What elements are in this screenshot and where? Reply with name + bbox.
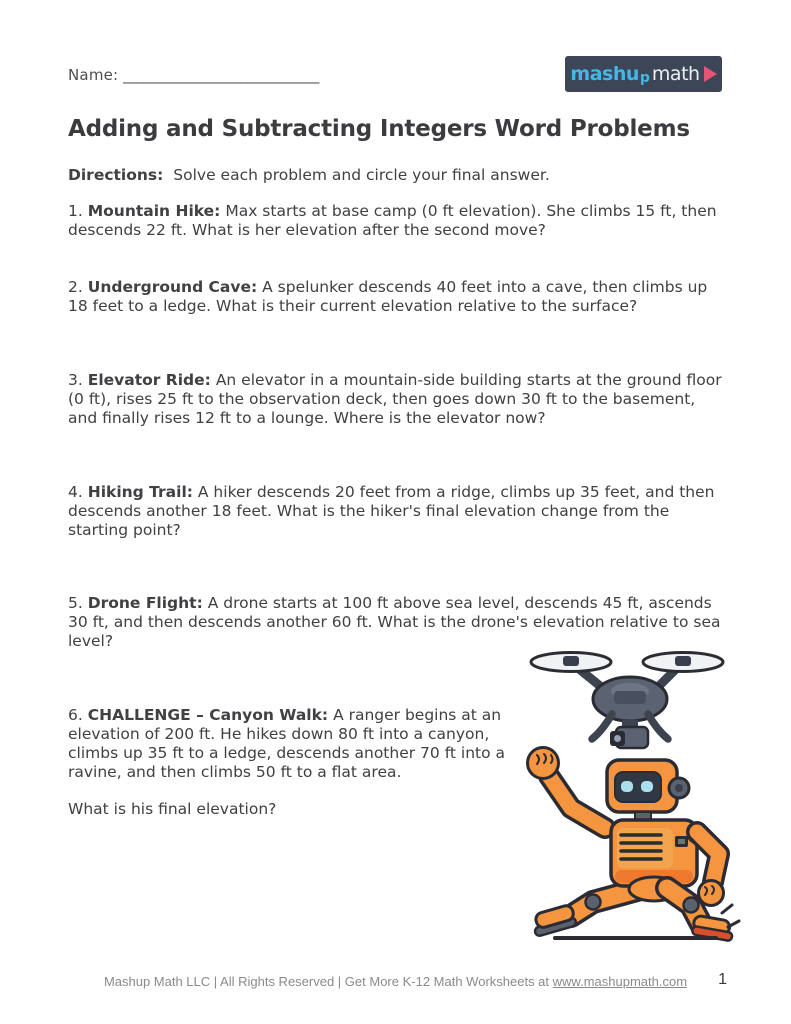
problem-3 <box>68 371 723 428</box>
problem-number: 2. <box>68 278 83 296</box>
logo-text-p: p <box>639 70 650 86</box>
problem-1 <box>68 202 723 240</box>
footer-link[interactable]: www.mashupmath.com <box>552 974 688 989</box>
problem-label: Underground Cave: <box>87 278 258 296</box>
name-blank-line: ______________________________ <box>123 66 319 84</box>
directions <box>68 166 550 184</box>
problem-number: 1. <box>68 202 83 220</box>
problem-text: A hiker descends 20 feet from a ridge, climbs up 35 feet, and then descends another 18 feet. What is the hiker's final elevation change from the starting point? <box>68 483 715 539</box>
footer <box>0 974 791 989</box>
problem-label: Elevator Ride: <box>87 371 211 389</box>
problem-text: An elevator in a mountain-side building starts at the ground floor (0 ft), rises 25 ft to the observation deck, then goes down 30 ft to the basement, and finally rises 12 ft to a lounge. Where is the elevator now? <box>68 371 722 427</box>
problem-number: 4. <box>68 483 83 501</box>
problem-number: 5. <box>68 594 83 612</box>
logo-text-math: math <box>651 63 700 85</box>
page-title: Adding and Subtracting Integers Word Problems <box>68 116 690 142</box>
directions-label: Directions: <box>68 166 164 184</box>
drone-icon <box>531 653 723 749</box>
problem-label: CHALLENGE – Canyon Walk: <box>87 706 329 724</box>
logo-text-mashu: mashu <box>570 63 639 85</box>
drone-robot-illustration <box>513 642 743 942</box>
challenge-question: What is his final elevation? <box>68 800 277 818</box>
name-row <box>68 66 318 84</box>
problem-6-challenge <box>68 706 520 782</box>
problem-4 <box>68 483 723 540</box>
problem-label: Mountain Hike: <box>87 202 221 220</box>
problem-text: A ranger begins at an elevation of 200 ft. He hikes down 80 ft into a canyon, climbs up 35 ft to a ledge, descends another 70 ft into a ravine, and then climbs 50 ft to a flat area. <box>68 706 505 781</box>
problem-text: A drone starts at 100 ft above sea level, descends 45 ft, ascends 30 ft, and then descends another 60 ft. What is the drone's elevation relative to sea level? <box>68 594 721 650</box>
problem-label: Hiking Trail: <box>87 483 193 501</box>
play-triangle-icon <box>704 66 717 82</box>
problem-label: Drone Flight: <box>87 594 203 612</box>
footer-text: Mashup Math LLC | All Rights Reserved | Get More K-12 Math Worksheets at <box>103 974 550 989</box>
name-label: Name: <box>68 66 119 84</box>
problem-text: Max starts at base camp (0 ft elevation). She climbs 15 ft, then descends 22 ft. What is her elevation after the second move? <box>68 202 717 239</box>
problem-2 <box>68 278 723 316</box>
page-number: 1 <box>718 971 727 988</box>
problem-number: 6. <box>68 706 83 724</box>
problem-text: A spelunker descends 40 feet into a cave, then climbs up 18 feet to a ledge. What is their current elevation relative to the surface? <box>68 278 708 315</box>
mashupmath-logo <box>565 56 722 92</box>
problem-number: 3. <box>68 371 83 389</box>
robot-icon <box>528 748 735 942</box>
directions-text: Solve each problem and circle your final answer. <box>173 166 550 184</box>
